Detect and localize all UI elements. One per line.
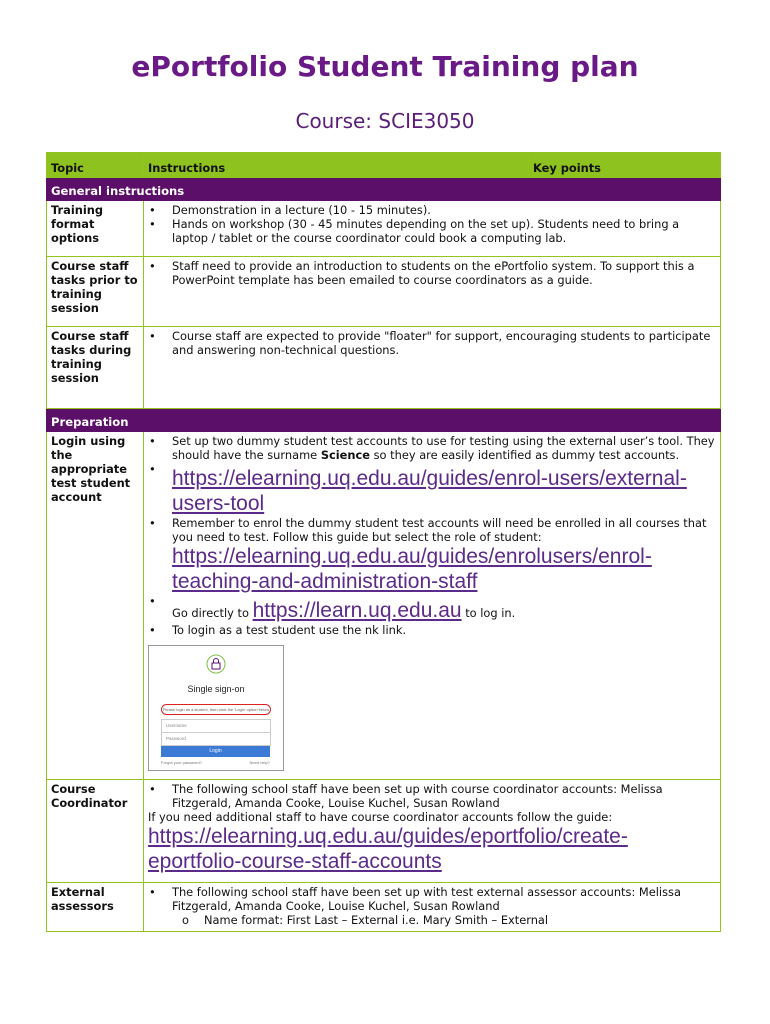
link-enrol-teaching-staff[interactable]: https://elearning.uq.edu.au/guides/enrolusers/enrol-teaching-and-administration-staff: [172, 545, 652, 593]
header-row: [47, 153, 721, 178]
row-assessors: [47, 883, 721, 932]
header-topic: Topic: [47, 153, 144, 178]
training-plan-table: [46, 152, 721, 932]
sso-password-field: Password: [161, 732, 271, 746]
page-subtitle: Course: SCIE3050: [295, 109, 475, 133]
row-training-format: [47, 201, 721, 257]
section-row-preparation: [47, 409, 721, 432]
row-login: [47, 432, 721, 780]
row-coordinator: [47, 780, 721, 883]
sso-heading: Single sign-on: [187, 684, 245, 694]
sso-notice: Please login as a student, then click the 'Login' option below: [161, 704, 271, 715]
instructions-staff-prior: [144, 257, 721, 327]
link-external-users-tool[interactable]: https://elearning.uq.edu.au/guides/enrol-users/external-users-tool: [172, 467, 687, 515]
section-preparation-label: Preparation: [47, 409, 529, 432]
section-general-label: General instructions: [47, 178, 529, 201]
bullet-floater: • Course staff are expected to provide "floater" for support, encouraging students to participate and answering non-technical questions.: [148, 329, 716, 357]
bullet-workshop: • Hands on workshop (30 - 45 minutes depending on the set up). Students need to bring a laptop / tablet or the course coordinator could book a computing lab.: [148, 217, 716, 245]
lock-icon: [206, 654, 226, 674]
section-row-general: [47, 178, 721, 201]
instructions-training-format: [144, 201, 721, 257]
sub-bullet-name-format: o Name format: First Last – External i.e. Mary Smith – External: [182, 913, 716, 927]
topic-assessors: External assessors: [47, 883, 144, 932]
coordinator-guide-text: If you need additional staff to have course coordinator accounts follow the guide:: [148, 810, 613, 824]
instructions-login: [144, 432, 721, 780]
row-staff-prior: [47, 257, 721, 327]
bullet-test-student-login: • To login as a test student use the nk link.: [148, 623, 716, 637]
link-create-staff-accounts[interactable]: https://elearning.uq.edu.au/guides/eportfolio/create-eportfolio-course-staff-accounts: [148, 825, 628, 873]
surname-science: Science: [320, 448, 370, 462]
page-title: ePortfolio Student Training plan: [131, 50, 639, 83]
instructions-assessors: [144, 883, 721, 932]
bullet-assessor-accounts: • The following school staff have been set up with test external assessor accounts: Melissa Fitzgerald, Amanda Cooke, Louise Kuchel, Susan Rowland: [148, 885, 716, 913]
link-learn-uq[interactable]: https://learn.uq.edu.au: [252, 599, 462, 622]
bullet-dummy-accounts: • Set up two dummy student test accounts to use for testing using the external user’s tool. They should have the surname Science so they are easily identified as dummy test accounts.: [148, 434, 716, 462]
bullet-link-external-users: [148, 462, 716, 516]
header-instructions: Instructions: [144, 153, 529, 178]
bullet-enrol-reminder: • Remember to enrol the dummy student test accounts will need be enrolled in all courses that you need to test. Follow this guide but select the role of student: https://elearning.uq.edu.au/guides/enrolusers/enrol-teaching-and-administration-staff: [148, 516, 716, 594]
sso-footer: Forgot your password? Need help?: [161, 760, 270, 765]
topic-login: Login using the appropriate test student account: [47, 432, 144, 780]
row-staff-during: [47, 327, 721, 409]
topic-coordinator: Course Coordinator: [47, 780, 144, 883]
bullet-staff-intro: • Staff need to provide an introduction to students on the ePortfolio system. To support this a PowerPoint template has been emailed to course coordinators as a guide.: [148, 259, 716, 287]
section-preparation-keypoints: [529, 409, 721, 432]
sso-login-button: Login: [161, 746, 270, 757]
bullet-go-directly: • Go directly to https://learn.uq.edu.au to log in.: [148, 594, 716, 623]
instructions-staff-during: [144, 327, 721, 409]
instructions-coordinator: [144, 780, 721, 883]
topic-staff-during: Course staff tasks during training session: [47, 327, 144, 409]
topic-training-format: Training format options: [47, 201, 144, 257]
topic-staff-prior: Course staff tasks prior to training session: [47, 257, 144, 327]
bullet-lecture: • Demonstration in a lecture (10 - 15 minutes).: [148, 203, 716, 217]
section-general-keypoints: [529, 178, 721, 201]
bullet-coordinator-accounts: • The following school staff have been set up with course coordinator accounts: Melissa Fitzgerald, Amanda Cooke, Louise Kuchel, Susan Rowland: [148, 782, 716, 810]
header-key-points: Key points: [529, 153, 721, 178]
sso-username-field: Username: [161, 719, 271, 733]
single-sign-on-screenshot: [148, 645, 284, 771]
